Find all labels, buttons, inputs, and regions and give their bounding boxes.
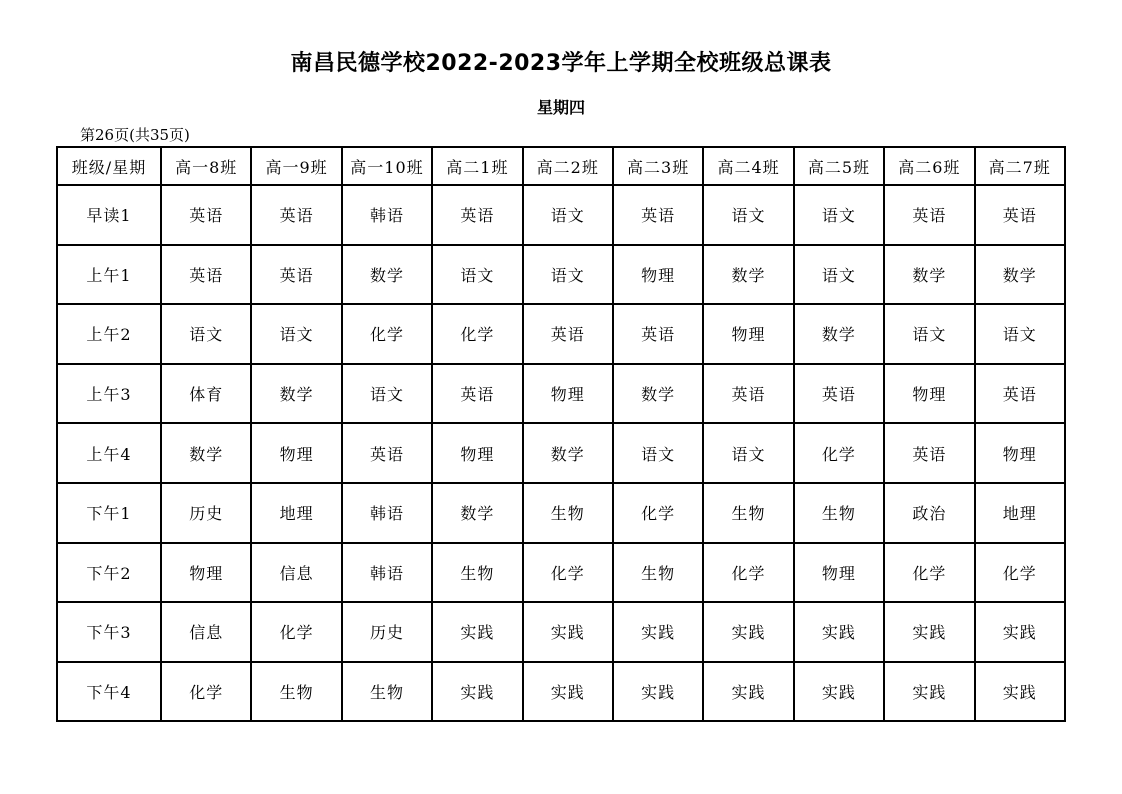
subject-cell: 实践: [975, 602, 1065, 662]
subject-cell: 英语: [975, 364, 1065, 424]
table-row: [57, 245, 1065, 305]
subject-cell: 数学: [703, 245, 793, 305]
period-cell: 早读1: [57, 185, 161, 245]
subject-cell: 实践: [794, 662, 884, 722]
subject-cell: 生物: [342, 662, 432, 722]
subject-cell: 化学: [342, 304, 432, 364]
subject-cell: 英语: [432, 185, 522, 245]
subject-cell: 信息: [251, 543, 341, 603]
subject-cell: 地理: [251, 483, 341, 543]
class-header-cell: 高二7班: [975, 147, 1065, 185]
subject-cell: 语文: [161, 304, 251, 364]
subject-cell: 英语: [251, 245, 341, 305]
class-header-cell: 高一10班: [342, 147, 432, 185]
subject-cell: 生物: [703, 483, 793, 543]
subject-cell: 物理: [613, 245, 703, 305]
subject-cell: 英语: [884, 423, 974, 483]
period-cell: 下午3: [57, 602, 161, 662]
table-header-row: [57, 147, 1065, 185]
subject-cell: 英语: [523, 304, 613, 364]
weekday-subtitle: 星期四: [536, 98, 585, 117]
class-header-cell: 高二3班: [613, 147, 703, 185]
subject-cell: 化学: [884, 543, 974, 603]
subject-cell: 历史: [161, 483, 251, 543]
class-header-cell: 高二4班: [703, 147, 793, 185]
subject-cell: 生物: [251, 662, 341, 722]
subject-cell: 英语: [794, 364, 884, 424]
subject-cell: 语文: [523, 245, 613, 305]
subject-cell: 语文: [794, 245, 884, 305]
subject-cell: 生物: [432, 543, 522, 603]
subject-cell: 体育: [161, 364, 251, 424]
subject-cell: 数学: [432, 483, 522, 543]
subject-cell: 数学: [613, 364, 703, 424]
subject-cell: 英语: [613, 304, 703, 364]
subject-cell: 生物: [523, 483, 613, 543]
table-row: [57, 423, 1065, 483]
page-number-info: 第26页(共35页): [80, 126, 190, 144]
subject-cell: 实践: [703, 602, 793, 662]
table-row: [57, 304, 1065, 364]
table-row: [57, 543, 1065, 603]
subject-cell: 英语: [251, 185, 341, 245]
subject-cell: 语文: [523, 185, 613, 245]
subject-cell: 物理: [975, 423, 1065, 483]
subject-cell: 化学: [432, 304, 522, 364]
subject-cell: 化学: [975, 543, 1065, 603]
subject-cell: 政治: [884, 483, 974, 543]
period-cell: 上午1: [57, 245, 161, 305]
subject-cell: 英语: [161, 245, 251, 305]
subject-cell: 生物: [794, 483, 884, 543]
subject-cell: 英语: [975, 185, 1065, 245]
class-header-cell: 高一8班: [161, 147, 251, 185]
subject-cell: 实践: [884, 662, 974, 722]
subject-cell: 实践: [613, 602, 703, 662]
subject-cell: 物理: [884, 364, 974, 424]
subject-cell: 语文: [432, 245, 522, 305]
class-header-cell: 高二2班: [523, 147, 613, 185]
period-cell: 上午4: [57, 423, 161, 483]
subject-cell: 化学: [251, 602, 341, 662]
table-row: [57, 662, 1065, 722]
subject-cell: 语文: [613, 423, 703, 483]
subject-cell: 化学: [703, 543, 793, 603]
subject-cell: 语文: [703, 185, 793, 245]
subject-cell: 实践: [975, 662, 1065, 722]
subject-cell: 韩语: [342, 483, 432, 543]
subject-cell: 韩语: [342, 543, 432, 603]
subject-cell: 数学: [161, 423, 251, 483]
subject-cell: 语文: [975, 304, 1065, 364]
subject-cell: 英语: [161, 185, 251, 245]
class-header-cell: 高二6班: [884, 147, 974, 185]
subject-cell: 语文: [251, 304, 341, 364]
schedule-table: [56, 146, 1066, 722]
subject-cell: 语文: [794, 185, 884, 245]
table-row: [57, 602, 1065, 662]
subject-cell: 语文: [884, 304, 974, 364]
table-row: [57, 364, 1065, 424]
subject-cell: 物理: [523, 364, 613, 424]
subject-cell: 英语: [884, 185, 974, 245]
subject-cell: 数学: [884, 245, 974, 305]
subject-cell: 数学: [251, 364, 341, 424]
subject-cell: 数学: [342, 245, 432, 305]
subject-cell: 语文: [342, 364, 432, 424]
subject-cell: 实践: [523, 602, 613, 662]
class-header-cell: 高二5班: [794, 147, 884, 185]
subject-cell: 生物: [613, 543, 703, 603]
table-row: [57, 483, 1065, 543]
subject-cell: 数学: [523, 423, 613, 483]
subject-cell: 实践: [794, 602, 884, 662]
subject-cell: 地理: [975, 483, 1065, 543]
subject-cell: 化学: [523, 543, 613, 603]
subject-cell: 数学: [975, 245, 1065, 305]
subject-cell: 实践: [523, 662, 613, 722]
subject-cell: 实践: [432, 602, 522, 662]
subject-cell: 物理: [161, 543, 251, 603]
period-cell: 上午2: [57, 304, 161, 364]
subject-cell: 物理: [794, 543, 884, 603]
subject-cell: 化学: [794, 423, 884, 483]
subject-cell: 化学: [613, 483, 703, 543]
page-title: 南昌民德学校2022-2023学年上学期全校班级总课表: [290, 51, 832, 76]
subject-cell: 实践: [884, 602, 974, 662]
subject-cell: 英语: [432, 364, 522, 424]
subject-cell: 历史: [342, 602, 432, 662]
subject-cell: 韩语: [342, 185, 432, 245]
class-header-cell: 高二1班: [432, 147, 522, 185]
subject-cell: 数学: [794, 304, 884, 364]
subject-cell: 信息: [161, 602, 251, 662]
period-cell: 下午4: [57, 662, 161, 722]
class-header-cell: 高一9班: [251, 147, 341, 185]
period-cell: 下午1: [57, 483, 161, 543]
subject-cell: 英语: [342, 423, 432, 483]
subject-cell: 物理: [251, 423, 341, 483]
subject-cell: 英语: [613, 185, 703, 245]
table-row: [57, 185, 1065, 245]
subject-cell: 物理: [703, 304, 793, 364]
subject-cell: 语文: [703, 423, 793, 483]
subject-cell: 物理: [432, 423, 522, 483]
period-cell: 下午2: [57, 543, 161, 603]
corner-header-cell: 班级/星期: [57, 147, 161, 185]
period-cell: 上午3: [57, 364, 161, 424]
subject-cell: 实践: [432, 662, 522, 722]
subject-cell: 实践: [703, 662, 793, 722]
subject-cell: 化学: [161, 662, 251, 722]
subject-cell: 实践: [613, 662, 703, 722]
subject-cell: 英语: [703, 364, 793, 424]
